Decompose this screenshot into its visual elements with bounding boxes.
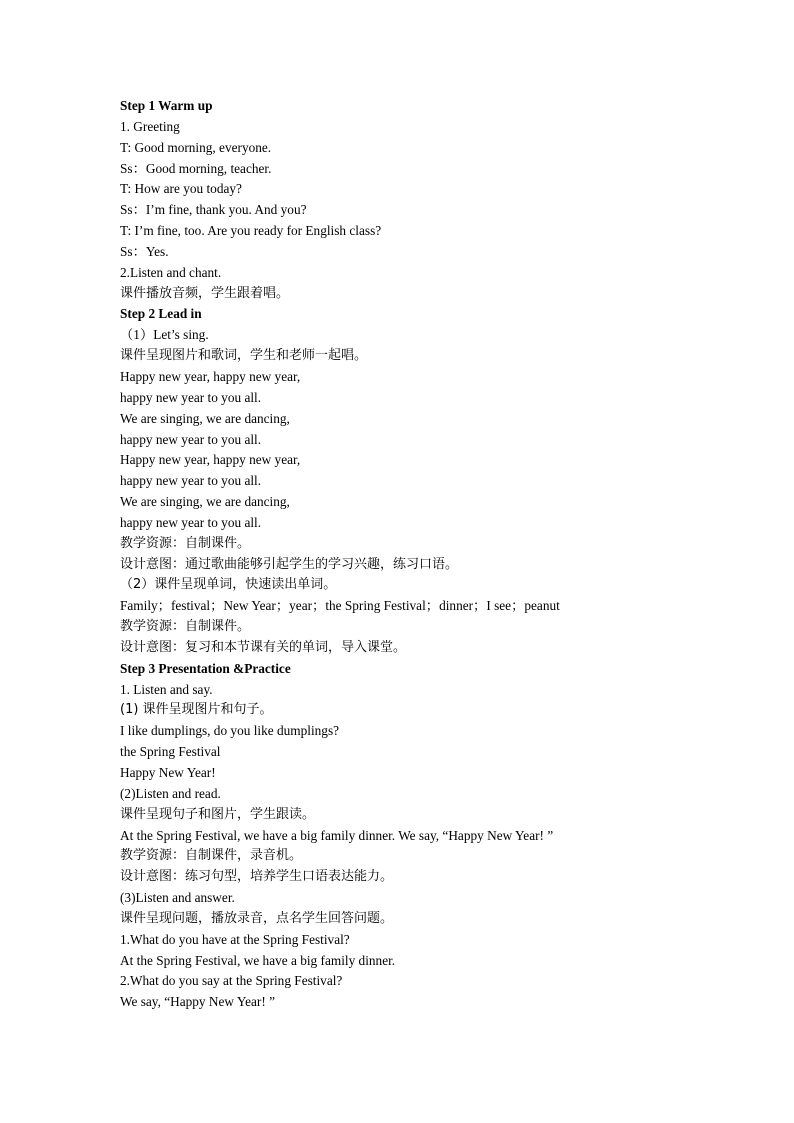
text-line: 教学资源：自制课件。: [120, 619, 251, 635]
section-heading: Step 1 Warm up: [120, 98, 213, 113]
text-line: T: I’m fine, too. Are you ready for English class?: [120, 223, 382, 239]
text-line: At the Spring Festival, we have a big family dinner.: [120, 952, 396, 968]
text-line: （1）Let’s sing.: [120, 327, 209, 343]
text-line: (1) 课件呈现图片和句子。: [120, 702, 273, 718]
text-line: 课件呈现图片和歌词，学生和老师一起唱。: [120, 348, 368, 364]
text-line: Ss：Yes.: [120, 243, 169, 259]
text-line: happy new year to you all.: [120, 389, 262, 405]
text-line: At the Spring Festival, we have a big family dinner. We say, “Happy New Year! ”: [120, 827, 554, 843]
text-line: Ss：I’m fine, thank you. And you?: [120, 202, 307, 218]
text-line: 1.What do you have at the Spring Festival?: [120, 931, 350, 947]
text-line: happy new year to you all.: [120, 514, 262, 530]
text-line: 课件播放音频，学生跟着唱。: [120, 285, 290, 301]
text-line: (2)Listen and read.: [120, 785, 221, 801]
text-line: 2.What do you say at the Spring Festival?: [120, 973, 343, 989]
section-heading: Step 3 Presentation &Practice: [120, 660, 291, 676]
text-line: 教学资源：自制课件，录音机。: [120, 848, 303, 864]
text-line: happy new year to you all.: [120, 473, 262, 489]
text-line: （2）课件呈现单词，快速读出单词。: [120, 577, 337, 593]
text-line: Ss：Good morning, teacher.: [120, 160, 272, 176]
text-line: Happy new year, happy new year,: [120, 452, 301, 468]
document-page: [120, 96, 740, 1013]
text-line: 课件呈现句子和图片，学生跟读。: [120, 806, 316, 822]
text-line: We say, “Happy New Year! ”: [120, 994, 275, 1010]
text-line: 1. Listen and say.: [120, 681, 213, 697]
text-line: T: Good morning, everyone.: [120, 139, 272, 155]
text-line: Happy new year, happy new year,: [120, 368, 301, 384]
text-line: 设计意图：练习句型，培养学生口语表达能力。: [120, 869, 394, 885]
text-line: Happy New Year!: [120, 765, 216, 780]
text-line: 课件呈现问题，播放录音，点名学生回答问题。: [120, 910, 394, 926]
text-line: 设计意图：复习和本节课有关的单词，导入课堂。: [120, 639, 407, 655]
text-line: the Spring Festival: [120, 744, 221, 760]
text-line: 1. Greeting: [120, 118, 180, 134]
text-line: 设计意图：通过歌曲能够引起学生的学习兴趣，练习口语。: [120, 556, 459, 572]
text-line: happy new year to you all.: [120, 431, 262, 447]
text-line: Family；festival；New Year；year；the Spring Festival；dinner；I see；peanut: [120, 598, 560, 614]
text-line: T: How are you today?: [120, 181, 242, 197]
text-line: We are singing, we are dancing,: [120, 410, 290, 426]
text-line: (3)Listen and answer.: [120, 890, 235, 906]
text-line: 2.Listen and chant.: [120, 264, 222, 280]
text-line: We are singing, we are dancing,: [120, 494, 290, 510]
section-heading: Step 2 Lead in: [120, 306, 202, 322]
text-line: 教学资源：自制课件。: [120, 535, 251, 551]
text-line: I like dumplings, do you like dumplings?: [120, 723, 340, 739]
